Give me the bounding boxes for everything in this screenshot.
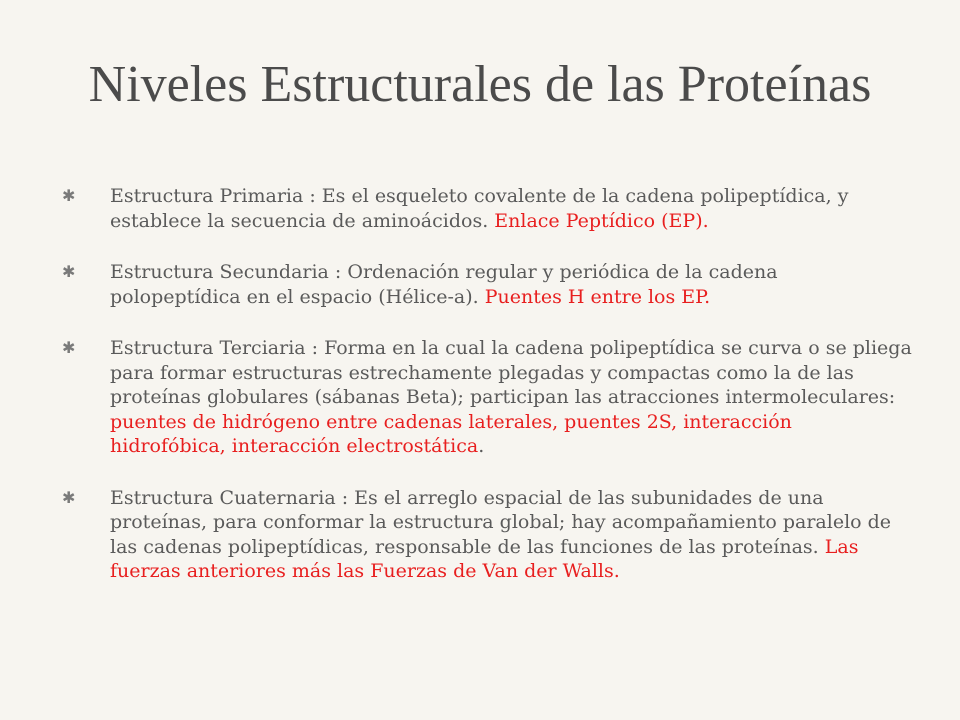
bullet-highlight: Las fuerzas anteriores más las Fuerzas de Van der Walls. xyxy=(110,535,859,582)
asterisk-icon: ✱ xyxy=(62,186,76,205)
bullet-highlight: Enlace Peptídico (EP). xyxy=(494,209,709,232)
asterisk-icon: ✱ xyxy=(62,487,76,507)
bullet-highlight: puentes de hidrógeno entre cadenas laterales, puentes 2S, interacción hidrofóbica, interacción electrostática xyxy=(110,410,792,457)
bullet-list xyxy=(62,184,912,611)
asterisk-icon: ✱ xyxy=(62,262,76,281)
bullet-item-cuaternaria xyxy=(62,486,912,584)
bullet-item-secundaria xyxy=(62,260,912,309)
slide-title: Niveles Estructurales de las Proteínas xyxy=(88,55,872,113)
bullet-text: Estructura Primaria : Es el esqueleto covalente de la cadena polipeptídica, y establece la secuencia de aminoácidos. xyxy=(110,185,849,232)
bullet-item-terciaria xyxy=(62,336,912,459)
asterisk-icon: ✱ xyxy=(62,338,76,357)
bullet-highlight: Puentes H entre los EP. xyxy=(484,285,711,308)
bullet-text: Estructura Secundaria : Ordenación regular y periódica de la cadena polopeptídica en el espacio (Hélice-a). xyxy=(110,261,778,308)
bullet-text: Estructura Terciaria : Forma en la cual la cadena polipeptídica se curva o se pliega para formar estructuras estrechamente plegadas y compactas como la de las proteínas globulares (sábanas Beta); participan las atracciones intermoleculares: xyxy=(110,337,912,408)
bullet-text: Estructura Cuaternaria : Es el arreglo espacial de las subunidades de una proteínas, para conformar la estructura global; hay acompañamiento paralelo de las cadenas polipeptídicas, responsable de las funciones de las proteínas. xyxy=(110,486,892,558)
bullet-tail: . xyxy=(478,435,485,457)
bullet-item-primaria xyxy=(62,184,912,233)
